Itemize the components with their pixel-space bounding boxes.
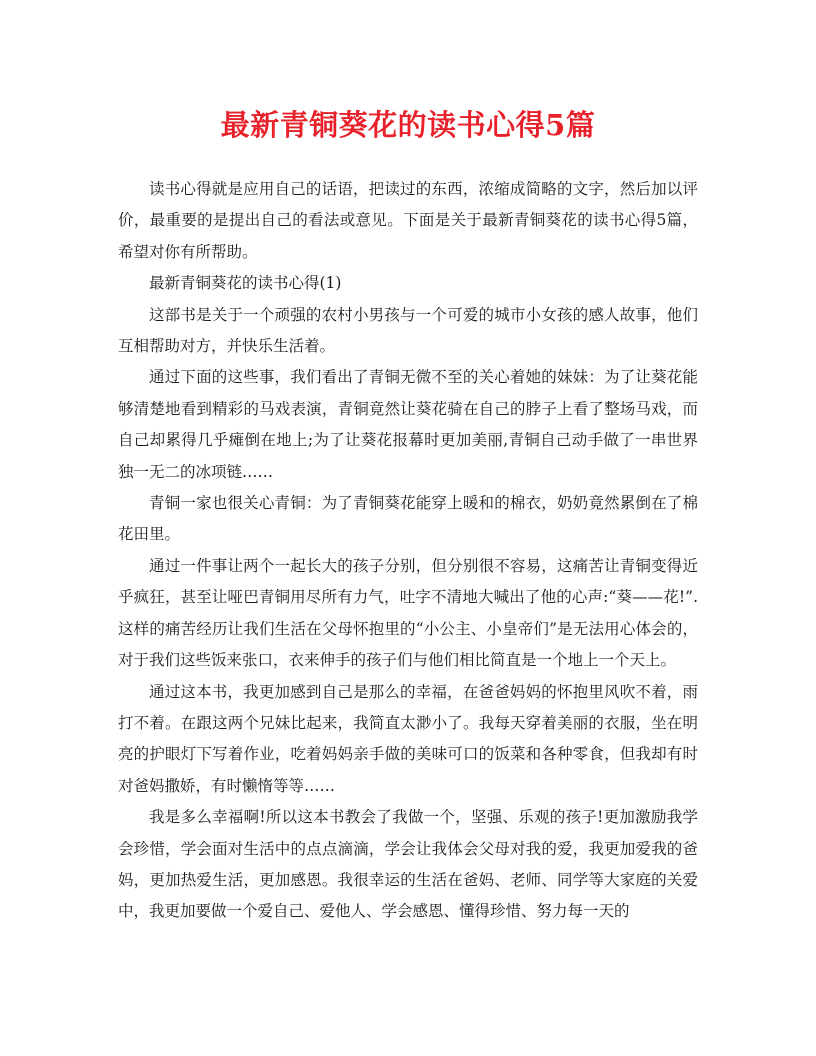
body-paragraph: 通过这本书，我更加感到自己是那么的幸福，在爸爸妈妈的怀抱里风吹不着，雨打不着。在跟这两个兄妹比起来，我简直太渺小了。我每天穿着美丽的衣服，坐在明亮的护眼灯下写着作业，吃着妈妈亲手做的美味可口的饭菜和各种零食，但我却有时对爸妈撒娇，有时懒惰等等…… [118,682,698,795]
body-paragraph: 这部书是关于一个顽强的农村小男孩与一个可爱的城市小女孩的感人故事，他们互相帮助对方，并快乐生活着。 [118,305,698,356]
intro-paragraph: 读书心得就是应用自己的话语，把读过的东西，浓缩成简略的文字，然后加以评价，最重要的是提出自己的看法或意见。下面是关于最新青铜葵花的读书心得5篇，希望对你有所帮助。 [118,180,698,261]
body-paragraph: 青铜一家也很关心青铜：为了青铜葵花能穿上暖和的棉衣，奶奶竟然累倒在了棉花田里。 [118,494,698,544]
body-paragraph: 我是多么幸福啊!所以这本书教会了我做一个，坚强、乐观的孩子!更加激励我学会珍惜，学会面对生活中的点点滴滴，学会让我体会父母对我的爱，我更加爱我的爸妈，更加热爱生活，更加感恩。我很幸运的生活在爸妈、老师、同学等大家庭的关爱中，我更加要做一个爱自己、爱他人、学会感恩、懂得珍惜、努力每一天的 [118,808,698,921]
body-paragraph: 通过下面的这些事，我们看出了青铜无微不至的关心着她的妹妹：为了让葵花能够清楚地看到精彩的马戏表演，青铜竟然让葵花骑在自己的脖子上看了整场马戏，而自己却累得几乎瘫倒在地上;为了让葵花报幕时更加美丽,青铜自己动手做了一串世界独一无二的冰项链…… [118,368,698,481]
document-body [118,174,698,928]
body-paragraph: 通过一件事让两个一起长大的孩子分别，但分别很不容易，这痛苦让青铜变得近乎疯狂，甚至让哑巴青铜用尽所有力气，吐字不清地大喊出了他的心声:“葵——花!”.这样的痛苦经历让我们生活在父母怀抱里的“小公主、小皇帝们”是无法用心体会的，对于我们这些饭来张口，衣来伸手的孩子们与他们相比简直是一个地上一个天上。 [118,556,698,670]
document-title: 最新青铜葵花的读书心得5篇 [220,108,596,142]
section-heading: 最新青铜葵花的读书心得(1) [149,274,342,293]
